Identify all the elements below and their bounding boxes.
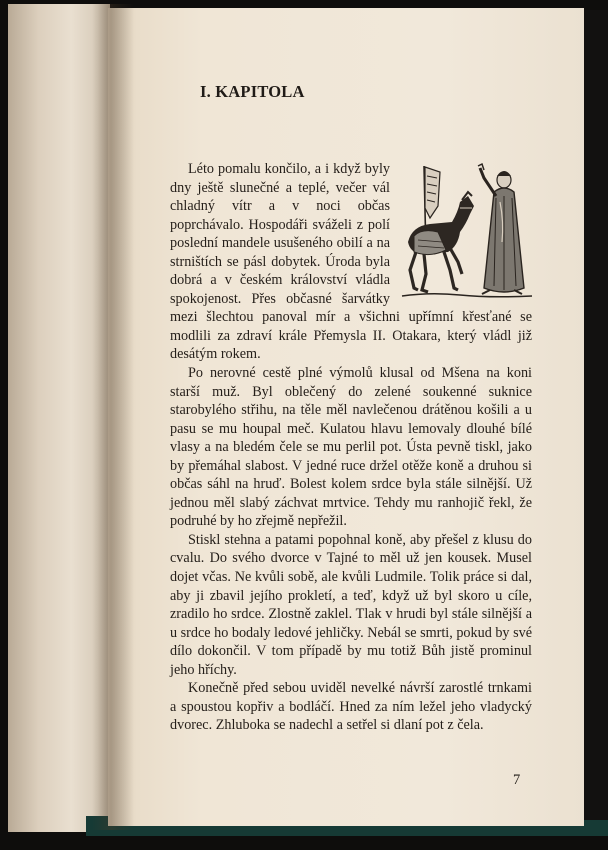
chapter-title: I. KAPITOLA <box>200 82 305 101</box>
paragraph: Po nerovné cestě plné výmolů klusal od Mšena na koni starší muž. Byl oblečený do zelené soukenné suknice starobylého střihu, na těle měl navlečenou drátěnou košili a u pasu se mu houpal meč. Kulatou hlavu lemovaly dlouhé bílé vlasy a na bledém čele se mu perlil pot. Ústa pevně tiskl, jako by přemáhal slabost. V jedné ruce držel otěže koně a druhou si občas sáhl na hruď. Bolest kolem srdce byla stále silnější. Už jednou měl slabý záchvat mrtvice. Tehdy mu ranhojič řekl, že podruhé by ho zřejmě nepřežil. <box>170 365 532 530</box>
page-edge <box>584 10 608 820</box>
paragraph-text: Léto pomalu končilo, a i když byly dny ještě slunečné a teplé, večer vál chladný vítr a v noci občas poprchávalo. Hospodáři sváželi z polí poslední mandele usušeného obilí a na strništích se pásl dobytek. Úroda byla dobrá a v českém království vládla spokojenost. Přes občasné šarvátky mezi šlechtou panoval mír a všichni upřímní křesťané se modlili za zdraví krále Přemysla II. Otakara, který vládl již desátým rokem. <box>170 161 532 363</box>
body-text <box>170 160 532 735</box>
gutter-shadow <box>92 4 134 830</box>
paragraph: Stiskl stehna a patami popohnal koně, aby přešel z klusu do cvalu. Do svého dvorce v Tajné to měl už jen kousek. Musel dojet včas. Ne kvůli sobě, ale kvůli Ludmile. Tolik práce si dal, aby ji zbavil jejího prokletí, a teď, když už byl skoro u cíle, zradilo ho srdce. Zlostně zaklel. Tlak v hrudi byl stále silnější a u srdce ho bodaly ledové jehličky. Nebál se smrti, pokud by své dílo dokončil. V tom případě by mu totiž Bůh jistě prominul jeho hříchy. <box>170 531 532 678</box>
knight-on-horse-and-lady-woodcut-icon <box>400 162 536 308</box>
page-number: 7 <box>513 772 521 788</box>
paragraph <box>170 160 532 364</box>
paragraph: Konečně před sebou uviděl nevelké návrší zarostlé trnkami a spoustou kopřiv a bodláčí. Hned za ním ležel jeho vladycký dvorec. Zhluboka se nadechl a setřel si dlaní pot z čela. <box>170 680 532 734</box>
